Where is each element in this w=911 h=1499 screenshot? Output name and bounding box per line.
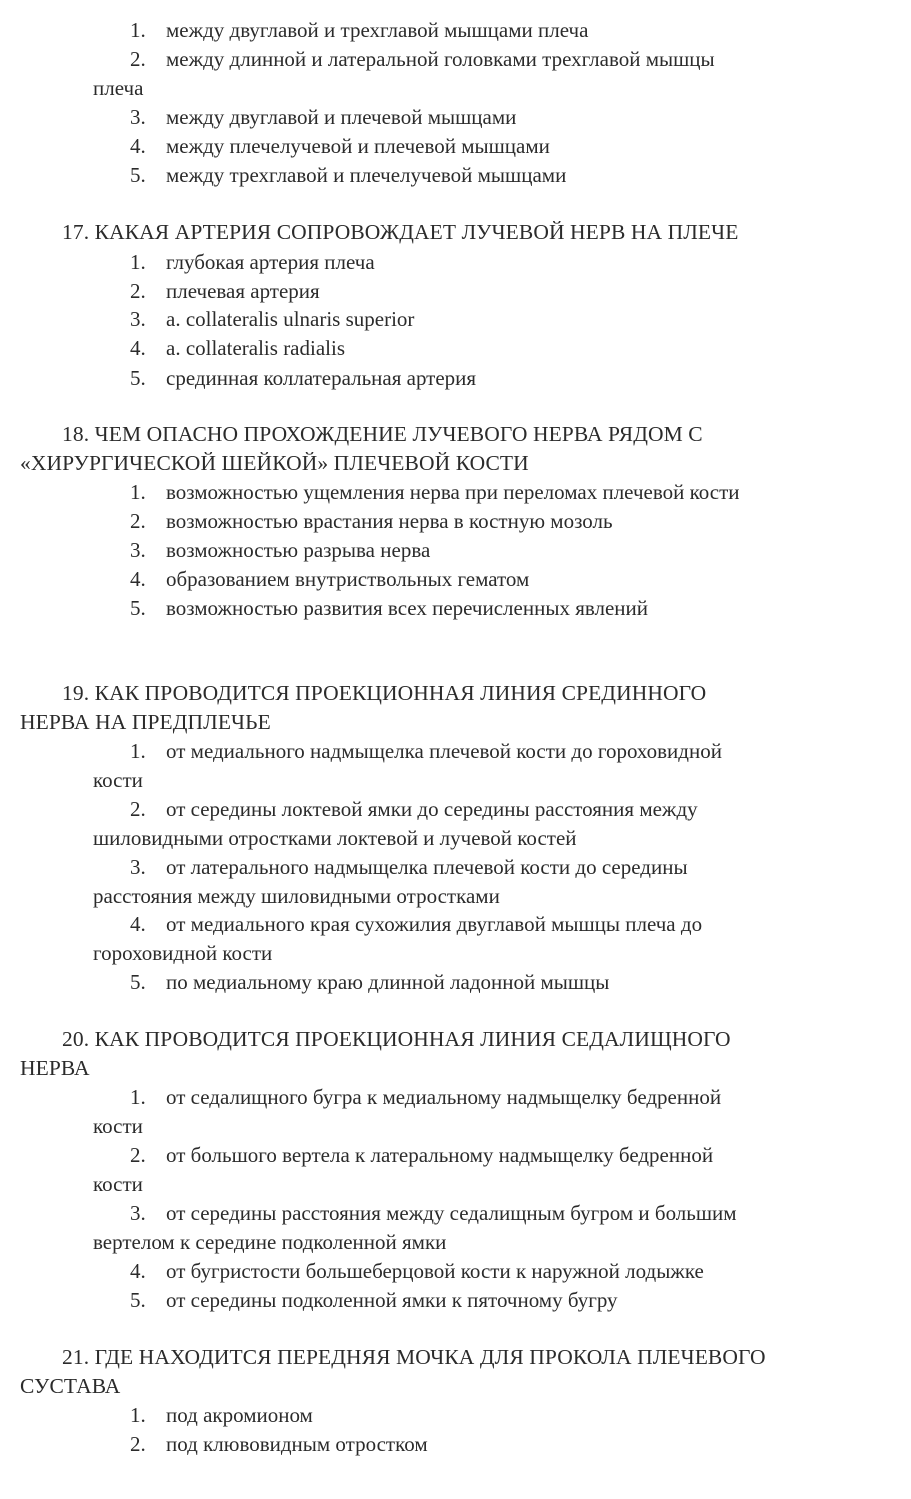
answer-option: 1. под акромионом (130, 1403, 313, 1427)
answer-continuation: плеча (93, 76, 144, 100)
answer-option: 2. под клювовидным отростком (130, 1432, 428, 1456)
answer-continuation: гороховидной кости (93, 941, 273, 965)
answer-option: 4. между плечелучевой и плечевой мышцами (130, 134, 550, 158)
answer-option: 5. срединная коллатеральная артерия (130, 366, 477, 390)
answer-option: 4. от бугристости большеберцовой кости к наружной лодыжке (130, 1259, 704, 1283)
answer-continuation: расстояния между шиловидными отростками (93, 884, 500, 908)
answer-option: 1. между двуглавой и трехглавой мышцами плеча (130, 18, 589, 42)
answer-continuation: кости (93, 1172, 143, 1196)
answer-option: 2. между длинной и латеральной головками трехглавой мышцы (130, 47, 715, 71)
question-title-continuation: «ХИРУРГИЧЕСКОЙ ШЕЙКОЙ» ПЛЕЧЕВОЙ КОСТИ (20, 451, 529, 475)
answer-option: 5. от середины подколенной ямки к пяточному бугру (130, 1288, 618, 1312)
answer-option: 5. возможностью развития всех перечисленных явлений (130, 596, 649, 620)
answer-option: 2. плечевая артерия (130, 279, 320, 303)
answer-option: 1. от седалищного бугра к медиальному надмыщелку бедренной (130, 1085, 722, 1109)
answer-option: 4. a. collateralis radialis (130, 336, 346, 360)
answer-continuation: вертелом к середине подколенной ямки (93, 1230, 447, 1254)
question-title: 19. КАК ПРОВОДИТСЯ ПРОЕКЦИОННАЯ ЛИНИЯ СРЕДИННОГО (62, 681, 707, 705)
answer-option: 3. между двуглавой и плечевой мышцами (130, 105, 517, 129)
answer-option: 5. между трехглавой и плечелучевой мышцами (130, 163, 567, 187)
answer-option: 3. a. collateralis ulnaris superior (130, 307, 415, 331)
answer-option: 1. глубокая артерия плеча (130, 250, 375, 274)
answer-continuation: шиловидными отростками локтевой и лучевой костей (93, 826, 577, 850)
answer-option: 4. образованием внутриствольных гематом (130, 567, 530, 591)
question-title: 17. КАКАЯ АРТЕРИЯ СОПРОВОЖДАЕТ ЛУЧЕВОЙ НЕРВ НА ПЛЕЧЕ (62, 220, 739, 244)
answer-continuation: кости (93, 1114, 143, 1138)
answer-option: 2. возможностью врастания нерва в костную мозоль (130, 509, 613, 533)
answer-option: 1. возможностью ущемления нерва при переломах плечевой кости (130, 480, 740, 504)
answer-option: 3. от середины расстояния между седалищным бугром и большим (130, 1201, 737, 1225)
answer-option: 3. возможностью разрыва нерва (130, 538, 431, 562)
question-title: 20. КАК ПРОВОДИТСЯ ПРОЕКЦИОННАЯ ЛИНИЯ СЕДАЛИЩНОГО (62, 1027, 731, 1051)
question-title-continuation: НЕРВА НА ПРЕДПЛЕЧЬЕ (20, 710, 271, 734)
answer-continuation: кости (93, 768, 143, 792)
answer-option: 4. от медиального края сухожилия двуглавой мышцы плеча до (130, 912, 703, 936)
question-title-continuation: СУСТАВА (20, 1374, 121, 1398)
question-title: 21. ГДЕ НАХОДИТСЯ ПЕРЕДНЯЯ МОЧКА ДЛЯ ПРОКОЛА ПЛЕЧЕВОГО (62, 1345, 766, 1369)
question-title: 18. ЧЕМ ОПАСНО ПРОХОЖДЕНИЕ ЛУЧЕВОГО НЕРВА РЯДОМ С (62, 422, 703, 446)
answer-option: 2. от середины локтевой ямки до середины расстояния между (130, 797, 698, 821)
answer-option: 2. от большого вертела к латеральному надмыщелку бедренной (130, 1143, 714, 1167)
answer-option: 5. по медиальному краю длинной ладонной мышцы (130, 970, 610, 994)
question-title-continuation: НЕРВА (20, 1056, 90, 1080)
answer-option: 3. от латерального надмыщелка плечевой кости до середины (130, 855, 688, 879)
answer-option: 1. от медиального надмыщелка плечевой кости до гороховидной (130, 739, 722, 763)
